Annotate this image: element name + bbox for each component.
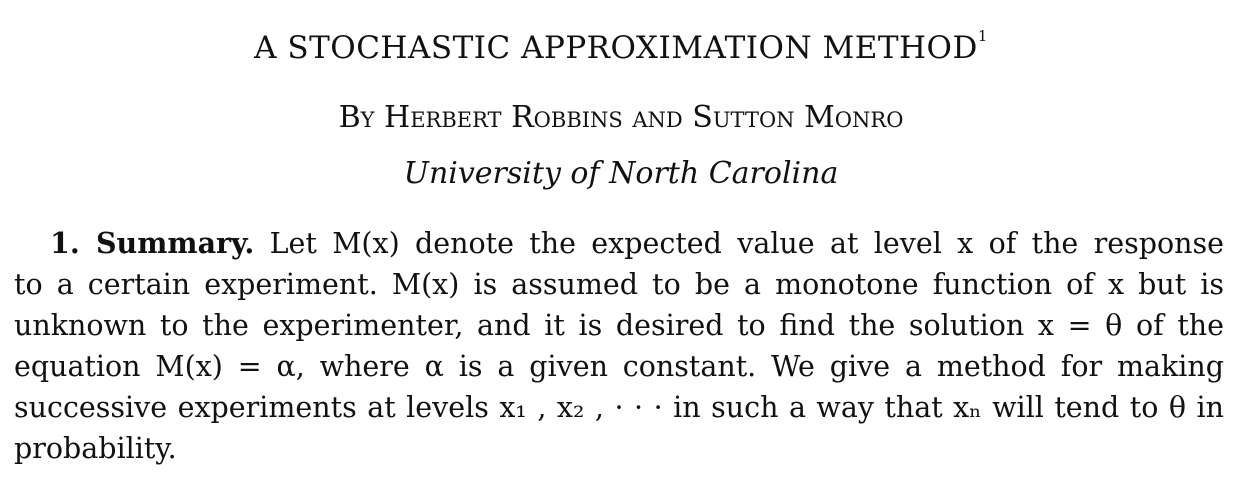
summary-line-3: unknown to the experimenter, and it is desired to find the solution x = θ of the — [14, 309, 1224, 342]
summary-line-2: to a certain experiment. M(x) is assumed to be a monotone function of x but is — [14, 268, 1224, 301]
summary-line-6: probability. — [14, 432, 177, 465]
paper-title — [0, 26, 1242, 66]
author-joiner: and — [632, 100, 683, 135]
summary-paragraph — [14, 223, 1224, 469]
summary-heading: 1. Summary. — [50, 226, 255, 260]
paper-title-text: A STOCHASTIC APPROXIMATION METHOD — [254, 30, 978, 66]
title-footnote-mark: 1 — [977, 26, 988, 45]
author-byline — [0, 100, 1242, 135]
summary-line-1 — [14, 223, 1224, 264]
summary-line-4: equation M(x) = α, where α is a given constant. We give a method for making — [14, 350, 1224, 383]
author-name-1: Herbert Robbins — [384, 100, 623, 135]
summary-line-1-text: Let M(x) denote the expected value at level x of the response — [269, 227, 1225, 260]
byline-prefix: By — [338, 100, 375, 135]
affiliation: University of North Carolina — [403, 156, 839, 191]
summary-line-5: successive experiments at levels x₁ , x₂ , · · · in such a way that xₙ will tend to θ in — [14, 391, 1224, 424]
author-name-2: Sutton Monro — [692, 100, 904, 135]
